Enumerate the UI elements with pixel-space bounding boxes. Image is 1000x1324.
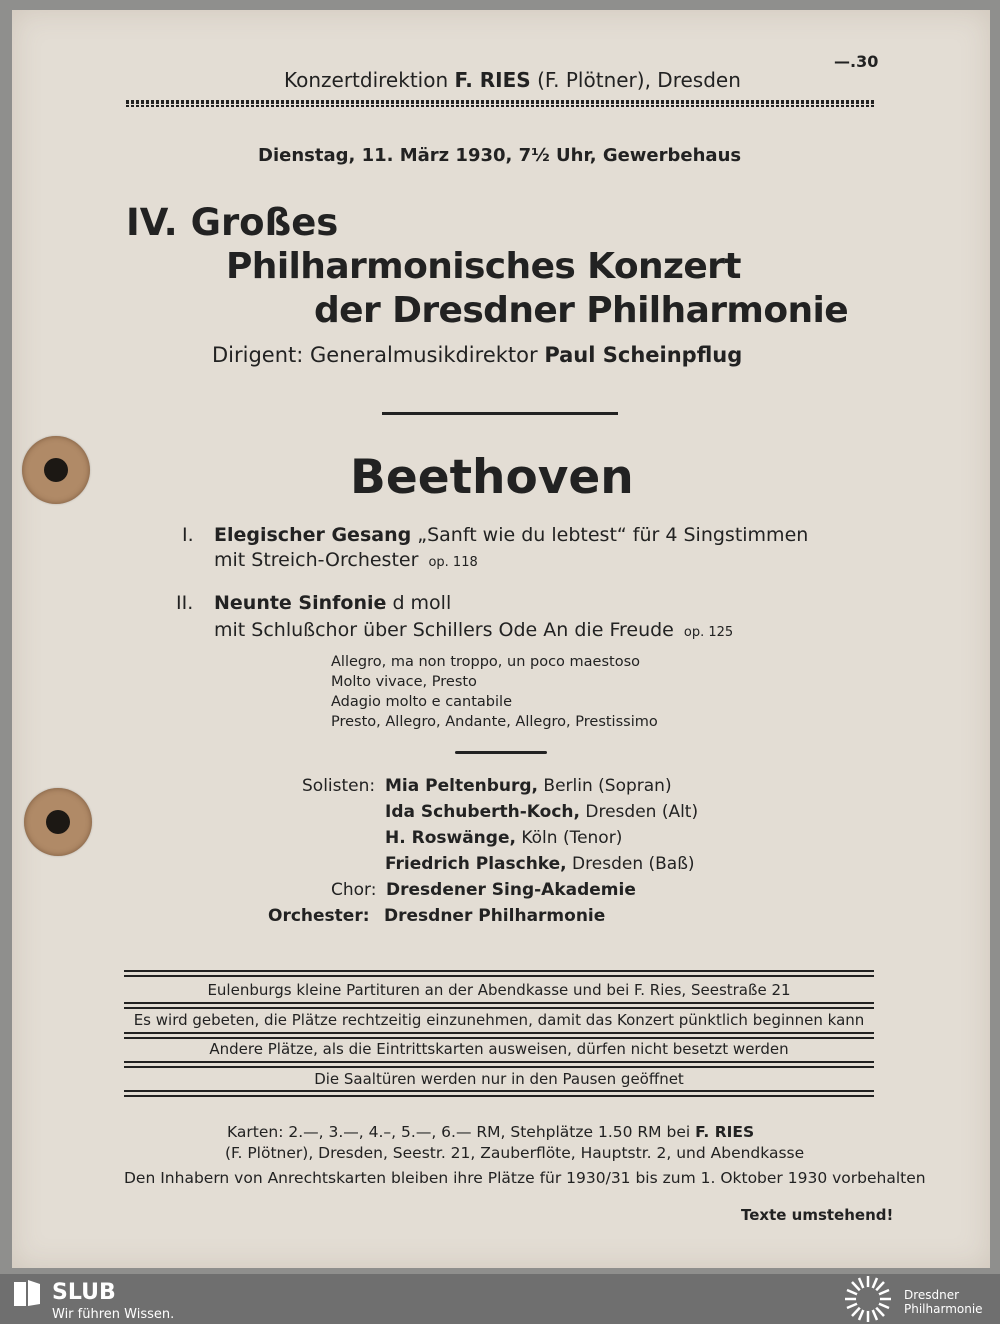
movement-2: Molto vivace, Presto	[331, 674, 477, 690]
notice-rule-5	[124, 1090, 874, 1097]
slub-name: SLUB	[52, 1280, 116, 1305]
program-item-1-title: Elegischer Gesang „Sanft wie du lebtest“ für 4 Singstimmen	[214, 524, 809, 546]
title-line-2: Philharmonisches Konzert	[226, 246, 741, 287]
movement-1: Allegro, ma non troppo, un poco maestoso	[331, 654, 640, 670]
notice-rule-3	[124, 1032, 874, 1039]
notice-4: Die Saaltüren werden nur in den Pausen geöffnet	[314, 1070, 684, 1088]
conductor-line: Dirigent: Generalmusikdirektor Paul Scheinpflug	[212, 343, 743, 367]
composer-heading: Beethoven	[350, 450, 634, 505]
page-number: —.30	[834, 52, 879, 71]
soloist-1: Mia Peltenburg, Berlin (Sopran)	[385, 776, 672, 796]
notice-2: Es wird gebeten, die Plätze rechtzeitig einzunehmen, damit das Konzert pünktlich beginnen kann	[133, 1011, 865, 1029]
philharmonie-logo-icon	[842, 1274, 894, 1324]
punch-hole-lower	[24, 788, 92, 856]
program-item-1-line2: mit Streich-Orchester op. 118	[214, 549, 478, 571]
soloist-2: Ida Schuberth-Koch, Dresden (Alt)	[385, 802, 699, 822]
program-item-1-numeral: I.	[182, 524, 194, 546]
movement-4: Presto, Allegro, Andante, Allegro, Prestissimo	[331, 714, 658, 730]
divider-rule	[382, 412, 618, 415]
soloist-3: H. Roswänge, Köln (Tenor)	[385, 828, 623, 848]
soloist-4: Friedrich Plaschke, Dresden (Baß)	[385, 854, 695, 874]
choir-label: Chor:	[331, 880, 377, 900]
header-rule-thin	[126, 105, 876, 107]
agency-line: Konzertdirektion F. RIES (F. Plötner), Dresden	[284, 68, 741, 92]
orchestra-name: Dresdner Philharmonie	[384, 906, 606, 926]
choir-name: Dresdener Sing-Akademie	[386, 880, 636, 900]
date-line: Dienstag, 11. März 1930, 7½ Uhr, Gewerbehaus	[258, 145, 742, 166]
tickets-line-2: (F. Plötner), Dresden, Seestr. 21, Zauberflöte, Hauptstr. 2, und Abendkasse	[225, 1144, 805, 1162]
short-divider	[455, 751, 547, 754]
partner-name-line-1: Dresdner	[904, 1288, 960, 1302]
partner-name-line-2: Philharmonie	[904, 1302, 983, 1316]
notice-3: Andere Plätze, als die Eintrittskarten ausweisen, dürfen nicht besetzt werden	[209, 1040, 789, 1058]
program-item-2-title: Neunte Sinfonie d moll	[214, 592, 452, 614]
footer-bar	[0, 1274, 1000, 1324]
header-rule	[126, 100, 876, 104]
notice-rule-4	[124, 1061, 874, 1068]
program-item-2-line2: mit Schlußchor über Schillers Ode An die Freude op. 125	[214, 619, 734, 641]
texts-overleaf-note: Texte umstehend!	[741, 1206, 894, 1224]
title-line-1: IV. Großes	[126, 201, 339, 244]
notice-1: Eulenburgs kleine Partituren an der Abendkasse und bei F. Ries, Seestraße 21	[207, 981, 791, 999]
notice-rule-2	[124, 1002, 874, 1009]
slub-tagline: Wir führen Wissen.	[52, 1307, 175, 1322]
program-item-2-numeral: II.	[176, 592, 194, 614]
soloists-label: Solisten:	[302, 776, 376, 796]
notice-rule-1	[124, 970, 874, 977]
subscription-notice: Den Inhabern von Anrechtskarten bleiben ihre Plätze für 1930/31 bis zum 1. Oktober 1930 vorbehalten	[124, 1169, 926, 1187]
title-line-3: der Dresdner Philharmonie	[314, 290, 849, 331]
slub-logo-icon	[12, 1278, 42, 1308]
movement-3: Adagio molto e cantabile	[331, 694, 512, 710]
orchestra-label: Orchester:	[268, 906, 370, 926]
tickets-line-1: Karten: 2.—, 3.—, 4.–, 5.—, 6.— RM, Stehplätze 1.50 RM bei F. RIES	[227, 1123, 755, 1141]
punch-hole-upper	[22, 436, 90, 504]
